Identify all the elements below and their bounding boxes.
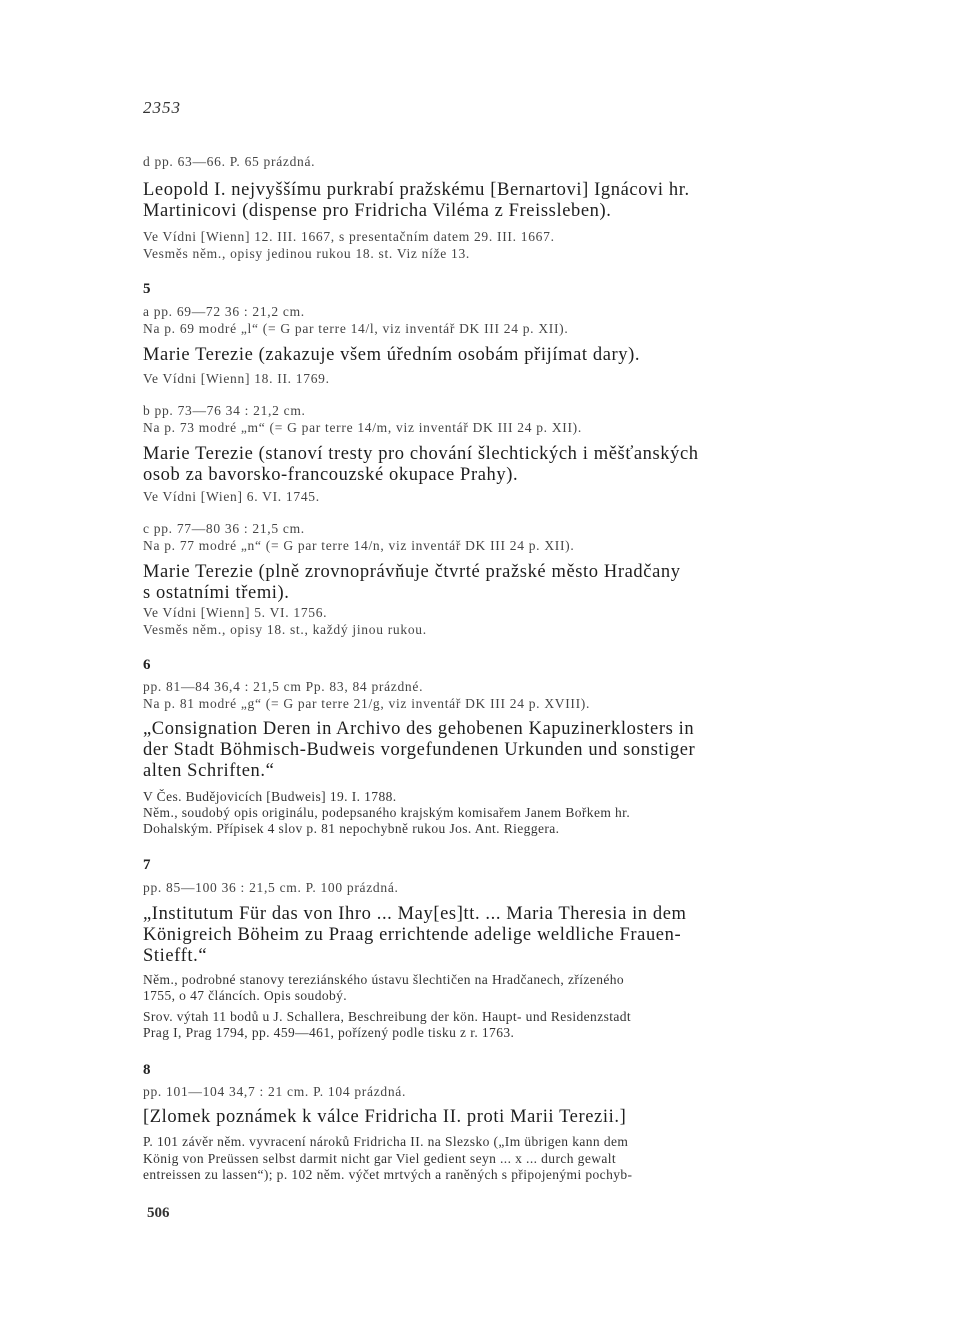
item-note: Ve Vídni [Wien] 6. VI. 1745. [143, 489, 320, 504]
item-mark: Na p. 73 modré „m“ (= G par terre 14/m, viz inventář DK III 24 p. XII). [143, 420, 582, 435]
item-title: Marie Terezie (stanoví tresty pro chování šlechtických i měšťanských [143, 444, 699, 464]
item-note: Ve Vídni [Wienn] 18. II. 1769. [143, 371, 330, 386]
item-title: „Consignation Deren in Archivo des gehobenen Kapuzinerklosters in [143, 719, 695, 739]
item-title: Stiefft.“ [143, 946, 208, 966]
item-pages: pp. 85—100 36 : 21,5 cm. P. 100 prázdná. [143, 880, 399, 895]
item-title: Marie Terezie (zakazuje všem úředním osobám přijímat dary). [143, 345, 641, 365]
item-title: „Institutum Für das von Ihro ... May[es]tt. ... Maria Theresia in dem [143, 904, 687, 924]
page-header-number: 2353 [143, 98, 181, 117]
item-note: Vesměs něm., opisy 18. st., každý jinou rukou. [143, 622, 427, 637]
item-title: [Zlomek poznámek k válce Fridricha II. proti Marii Terezii.] [143, 1107, 627, 1127]
item-title: osob za bavorsko-francouzské okupace Prahy). [143, 465, 519, 485]
item-note: König von Preüssen selbst darmit nicht gar Viel gedient seyn ... x ... durch gewalt [143, 1151, 617, 1166]
page-footer-number: 506 [147, 1205, 170, 1221]
item-note: V Čes. Budějovicích [Budweis] 19. I. 1788. [143, 789, 397, 804]
item-mark: Na p. 69 modré „l“ (= G par terre 14/l, viz inventář DK III 24 p. XII). [143, 321, 569, 336]
item-title: Königreich Böheim zu Praag errichtende adelige weldliche Frauen- [143, 925, 682, 945]
item-pages: c pp. 77—80 36 : 21,5 cm. [143, 521, 305, 536]
section-number: 5 [143, 281, 151, 297]
item-note: Ve Vídni [Wienn] 12. III. 1667, s presentačním datem 29. III. 1667. [143, 229, 555, 244]
item-note: 1755, o 47 článcích. Opis soudobý. [143, 988, 348, 1003]
item-mark: Na p. 81 modré „g“ (= G par terre 21/g, viz inventář DK III 24 p. XVIII). [143, 696, 591, 711]
item-note: entreissen zu lassen“); p. 102 něm. výčet mrtvých a raněných s připojenými pochyb- [143, 1167, 633, 1182]
section-number: 8 [143, 1062, 151, 1078]
item-title: Martinicovi (dispense pro Fridricha Viléma z Freissleben). [143, 201, 612, 221]
item-note: Prag I, Prag 1794, pp. 459—461, pořízený podle tisku z r. 1763. [143, 1025, 515, 1040]
item-pages: a pp. 69—72 36 : 21,2 cm. [143, 304, 305, 319]
item-note: Dohalským. Přípisek 4 slov p. 81 nepochybně rukou Jos. Ant. Rieggera. [143, 821, 560, 836]
item-pages: d pp. 63—66. P. 65 prázdná. [143, 154, 316, 169]
item-pages: pp. 101—104 34,7 : 21 cm. P. 104 prázdná. [143, 1084, 407, 1099]
item-mark: Na p. 77 modré „n“ (= G par terre 14/n, viz inventář DK III 24 p. XII). [143, 538, 575, 553]
item-title: s ostatními třemi). [143, 583, 290, 603]
section-number: 7 [143, 857, 151, 873]
item-pages: b pp. 73—76 34 : 21,2 cm. [143, 403, 306, 418]
item-title: alten Schriften.“ [143, 761, 275, 781]
item-pages: pp. 81—84 36,4 : 21,5 cm Pp. 83, 84 prázdné. [143, 679, 424, 694]
section-number: 6 [143, 657, 151, 673]
item-note: Vesměs něm., opisy jedinou rukou 18. st. Viz níže 13. [143, 246, 471, 261]
item-note: Něm., podrobné stanovy tereziánského ústavu šlechtičen na Hradčanech, zřízeného [143, 972, 625, 987]
item-note: Ve Vídni [Wienn] 5. VI. 1756. [143, 605, 328, 620]
item-note: Srov. výtah 11 bodů u J. Schallera, Beschreibung der kön. Haupt- und Residenzstadt [143, 1009, 632, 1024]
item-title: Marie Terezie (plně zrovnoprávňuje čtvrté pražské město Hradčany [143, 562, 681, 582]
item-title: der Stadt Böhmisch-Budweis vorgefundenen Urkunden und sonstiger [143, 740, 696, 760]
item-title: Leopold I. nejvyššímu purkrabí pražskému [Bernartovi] Ignácovi hr. [143, 180, 690, 200]
item-note: P. 101 závěr něm. vyvracení nároků Fridricha II. na Slezsko („Im übrigen kann dem [143, 1134, 629, 1149]
item-note: Něm., soudobý opis originálu, podepsaného krajským komisařem Janem Bořkem hr. [143, 805, 631, 820]
